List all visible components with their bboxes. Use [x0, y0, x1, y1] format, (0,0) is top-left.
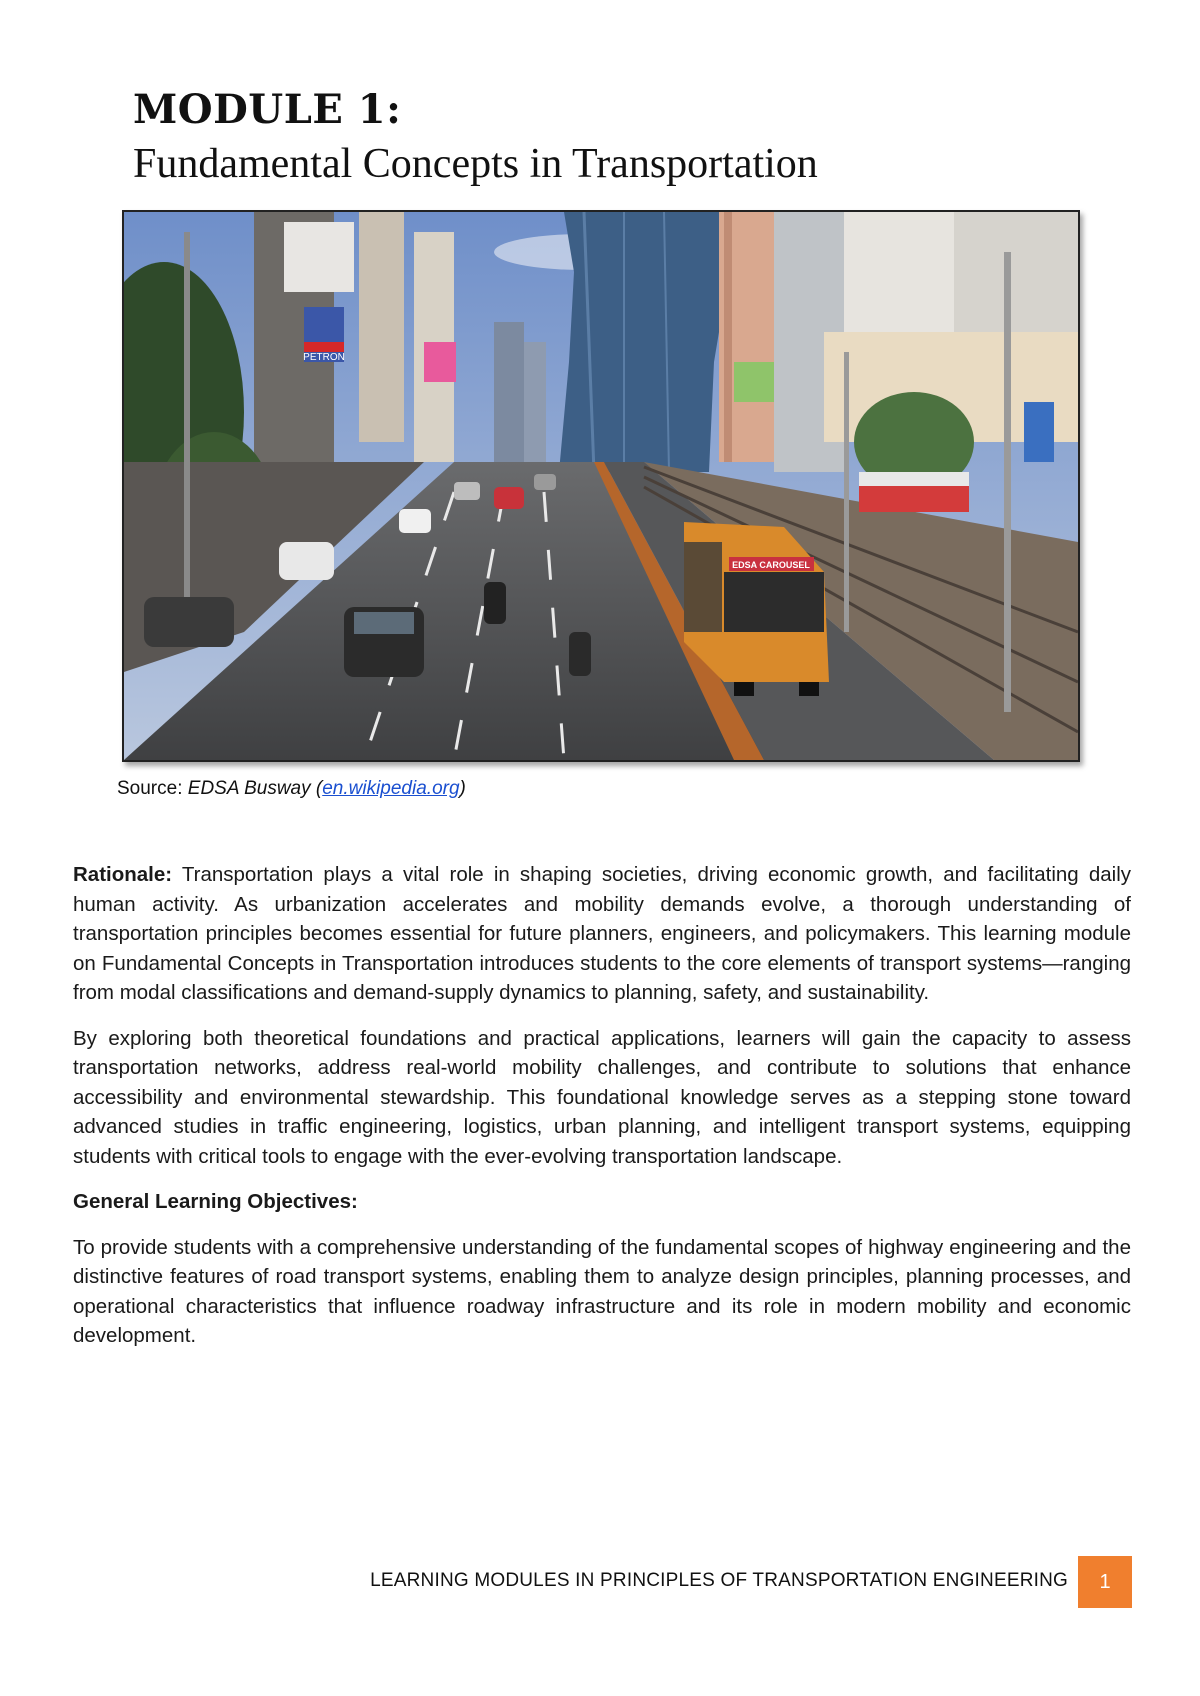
- street-scene-illustration: [124, 212, 1078, 760]
- bus-destination-sign: EDSA CAROUSEL: [732, 560, 810, 570]
- module-body: [73, 860, 1131, 1367]
- source-link[interactable]: en.wikipedia.org: [322, 778, 460, 799]
- objectives-heading: General Learning Objectives:: [73, 1190, 358, 1213]
- page-footer: [0, 1556, 1200, 1608]
- photo-caption: [117, 778, 466, 800]
- footer-title: LEARNING MODULES IN PRINCIPLES OF TRANSPORTATION ENGINEERING: [370, 1570, 1068, 1591]
- caption-suffix: ): [459, 778, 466, 799]
- caption-prefix: Source:: [117, 778, 188, 799]
- module-subtitle: Fundamental Concepts in Transportation: [133, 141, 818, 187]
- page-number-badge: 1: [1078, 1556, 1132, 1608]
- gas-station-sign: PETRON: [303, 352, 345, 363]
- module-title: [133, 84, 818, 192]
- edsa-busway-photo: [122, 210, 1080, 762]
- module-number: MODULE 1:: [133, 86, 402, 133]
- caption-source: EDSA Busway (: [187, 778, 323, 799]
- rationale-label: Rationale:: [73, 863, 173, 886]
- foundations-paragraph: By exploring both theoretical foundations and practical applications, learners will gain the capacity to assess transportation networks, address real-world mobility challenges, and contribute to solutions that enhance accessibility and environmental stewardship. This foundational knowledge serves as a stepping stone toward advanced studies in traffic engineering, logistics, urban planning, and intelligent transport systems, equipping students with critical tools to engage with the ever-evolving transportation landscape.: [73, 1026, 1131, 1168]
- rationale-text: Transportation plays a vital role in shaping societies, driving economic growth, and facilitating daily human activity. As urbanization accelerates and mobility demands evolve, a thorough understanding of transportation principles becomes essential for future planners, engineers, and policymakers. This learning module on Fundamental Concepts in Transportation introduces students to the core elements of transport systems—ranging from modal classifications and demand-supply dynamics to planning, safety, and sustainability.: [73, 863, 1131, 1004]
- rationale-paragraph: [73, 860, 1131, 1008]
- objectives-paragraph: To provide students with a comprehensive understanding of the fundamental scopes of highway engineering and the distinctive features of road transport systems, enabling them to analyze design principles, planning processes, and operational characteristics that influence roadway infrastructure and its role in modern mobility and economic development.: [73, 1235, 1131, 1347]
